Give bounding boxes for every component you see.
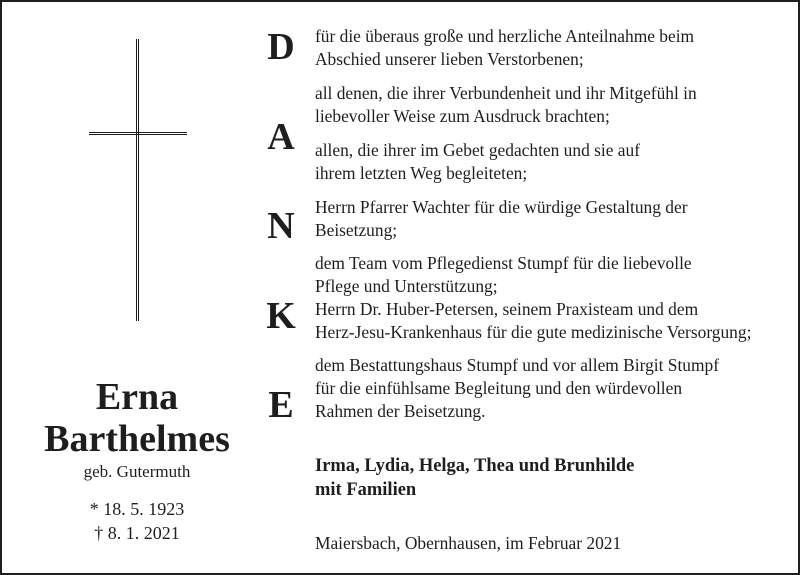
birth-date: * 18. 5. 1923 bbox=[89, 499, 185, 519]
thanks-paragraph: dem Team vom Pflegedienst Stumpf für die liebevolle Pflege und Unterstützung; bbox=[315, 253, 692, 296]
thanks-paragraph: dem Bestattungshaus Stumpf und vor allem Birgit Stumpf für die einfühlsame Begleitung und den würdevollen Rahmen der Beisetzung. bbox=[315, 355, 719, 421]
cross-icon bbox=[136, 39, 139, 321]
danke-letter-d: D bbox=[267, 26, 295, 68]
danke-letter-k: K bbox=[266, 295, 296, 337]
thanks-paragraph: Herrn Pfarrer Wachter für die würdige Gestaltung der Beisetzung; bbox=[315, 197, 688, 240]
thanks-paragraph: allen, die ihrer im Gebet gedachten und sie auf ihrem letzten Weg begleiteten; bbox=[315, 140, 640, 183]
thanks-paragraph: all denen, die ihrer Verbundenheit und ihr Mitgefühl in liebevoller Weise zum Ausdruck brachten; bbox=[315, 83, 697, 126]
place-and-date: Maiersbach, Obernhausen, im Februar 2021 bbox=[315, 533, 622, 553]
deceased-first-name: Erna bbox=[95, 376, 179, 418]
signatories: Irma, Lydia, Helga, Thea und Brunhilde mit Familien bbox=[315, 456, 635, 500]
cross-icon-crossbar bbox=[89, 132, 187, 135]
deceased-last-name: Barthelmes bbox=[44, 418, 230, 460]
maiden-name: geb. Gutermuth bbox=[83, 462, 191, 481]
danke-letter-e: E bbox=[268, 384, 294, 426]
danke-letter-a: A bbox=[267, 116, 295, 158]
death-date: † 8. 1. 2021 bbox=[94, 523, 180, 543]
danke-letter-n: N bbox=[267, 205, 295, 247]
thanks-paragraph: für die überaus große und herzliche Anteilnahme beim Abschied unserer lieben Verstorbenen; bbox=[315, 26, 695, 69]
thanks-paragraph: Herrn Dr. Huber-Petersen, seinem Praxisteam und dem Herz-Jesu-Krankenhaus für die gute medizinische Versorgung; bbox=[315, 299, 752, 342]
